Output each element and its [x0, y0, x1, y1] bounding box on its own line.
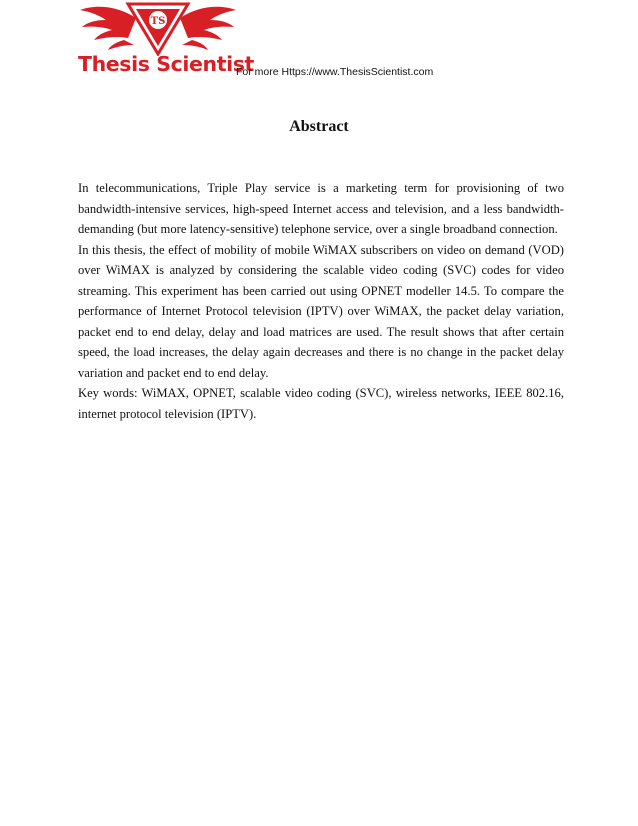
abstract-body	[78, 178, 564, 424]
abstract-paragraph: In telecommunications, Triple Play service is a marketing term for provisioning of two bandwidth-intensive services, high-speed Internet access and television, and a less bandwidth-demanding (but more latency-sensitive) telephone service, over a single broadband connection.	[78, 181, 564, 236]
logo-wordmark: Thesis Scientist	[78, 52, 254, 76]
page-title: Abstract	[289, 118, 349, 135]
logo-badge-text: TS	[150, 16, 166, 27]
keywords-paragraph: Key words: WiMAX, OPNET, scalable video coding (SVC), wireless networks, IEEE 802.16, internet protocol television (IPTV).	[78, 386, 564, 421]
thesis-scientist-logo	[78, 0, 254, 84]
winged-shield-logo-icon	[78, 0, 238, 56]
abstract-paragraph: In this thesis, the effect of mobility of mobile WiMAX subscribers on video on demand (VOD) over WiMAX is analyzed by considering the scalable video coding (SVC) codes for video streaming. This experiment has been carried out using OPNET modeller 14.5. To compare the performance of Internet Protocol television (IPTV) over WiMAX, the packet delay variation, packet end to end delay, delay and load matrices are used. The result shows that after certain speed, the load increases, the delay again decreases and there is no change in the packet delay variation and packet end to end delay.	[78, 242, 564, 380]
website-link[interactable]: For more Https://www.ThesisScientist.com	[236, 66, 434, 78]
